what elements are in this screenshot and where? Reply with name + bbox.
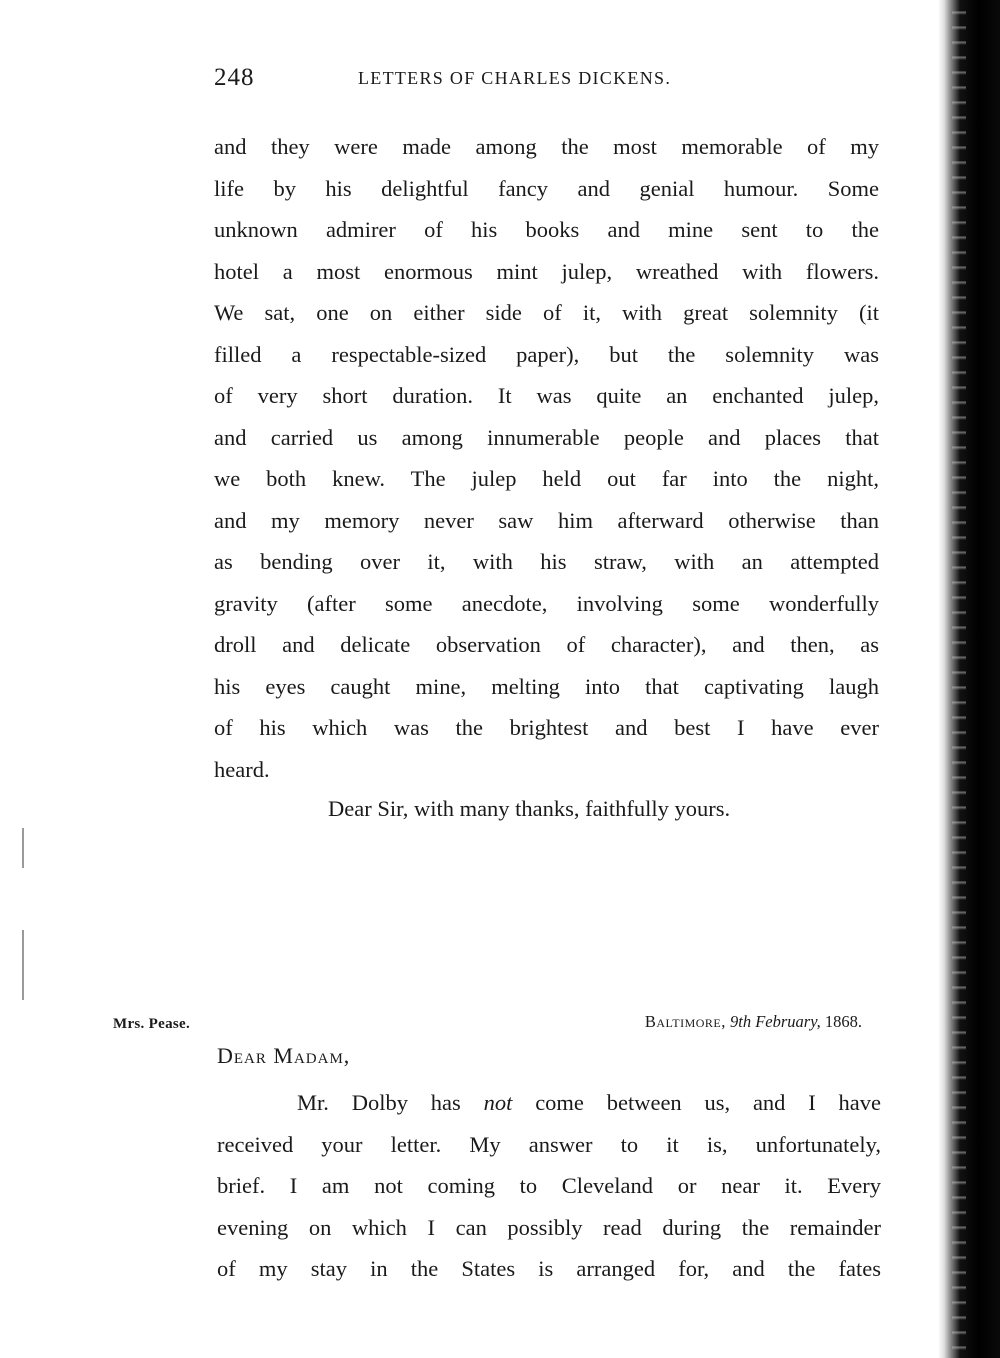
text-line: of my stay in the States is arranged for, and the fates	[217, 1256, 881, 1281]
text-line: life by his delightful fancy and genial humour. Some	[214, 175, 879, 201]
letter-two-dateline	[645, 1012, 862, 1032]
text-line: brief. I am not coming to Cleveland or near it. Every	[217, 1173, 881, 1198]
running-title: LETTERS OF CHARLES DICKENS.	[358, 68, 672, 88]
text-line: heard.	[214, 756, 270, 782]
letter-two-body	[217, 1082, 881, 1290]
dateline-place: Baltimore,	[644, 1012, 726, 1031]
dateline-date: 9th February,	[730, 1012, 821, 1031]
text-line: gravity (after some anecdote, involving some wonderfully	[214, 590, 879, 616]
text-line: of very short duration. It was quite an enchanted julep,	[214, 383, 879, 408]
text-line: we both knew. The julep held out far into the night,	[214, 466, 879, 491]
scan-speck	[22, 828, 24, 868]
text-line: received your letter. My answer to it is, unfortunately,	[217, 1131, 881, 1157]
emphasis-word: not	[483, 1090, 513, 1115]
text-line: unknown admirer of his books and mine sent to the	[214, 217, 879, 242]
first-line-before: Mr. Dolby has	[297, 1090, 461, 1115]
letter-one-closing: Dear Sir, with many thanks, faithfully yours.	[328, 796, 731, 821]
text-line: We sat, one on either side of it, with great solemnity (it	[214, 300, 879, 325]
text-line: evening on which I can possibly read during the remainder	[217, 1214, 881, 1240]
scan-speck	[22, 930, 24, 1000]
text-line: as bending over it, with his straw, with an attempted	[214, 549, 879, 574]
text-line: and my memory never saw him afterward otherwise than	[214, 507, 879, 533]
text-line: his eyes caught mine, melting into that captivating laugh	[214, 673, 879, 699]
recipient-margin-note: Mrs. Pease.	[113, 1016, 191, 1032]
page-header	[214, 64, 879, 94]
page-number: 248	[214, 64, 255, 91]
binding-edge-shadow	[938, 0, 1000, 1358]
dateline-year: 1868.	[824, 1012, 862, 1031]
letter-two-salutation: Dear Madam,	[217, 1043, 351, 1068]
text-line: of his which was the brightest and best I have ever	[214, 715, 879, 740]
text-line: and carried us among innumerable people and places that	[214, 424, 879, 450]
first-line-after: come between us, and I have	[535, 1090, 882, 1115]
text-line	[217, 1082, 881, 1124]
text-line: and they were made among the most memorable of my	[214, 134, 879, 159]
text-line: hotel a most enormous mint julep, wreathed with flowers.	[214, 258, 879, 284]
text-line: filled a respectable-sized paper), but the solemnity was	[214, 341, 879, 367]
text-line: droll and delicate observation of character), and then, as	[214, 632, 879, 657]
binding-edge-texture	[952, 0, 966, 1358]
letter-one-body	[214, 126, 879, 790]
